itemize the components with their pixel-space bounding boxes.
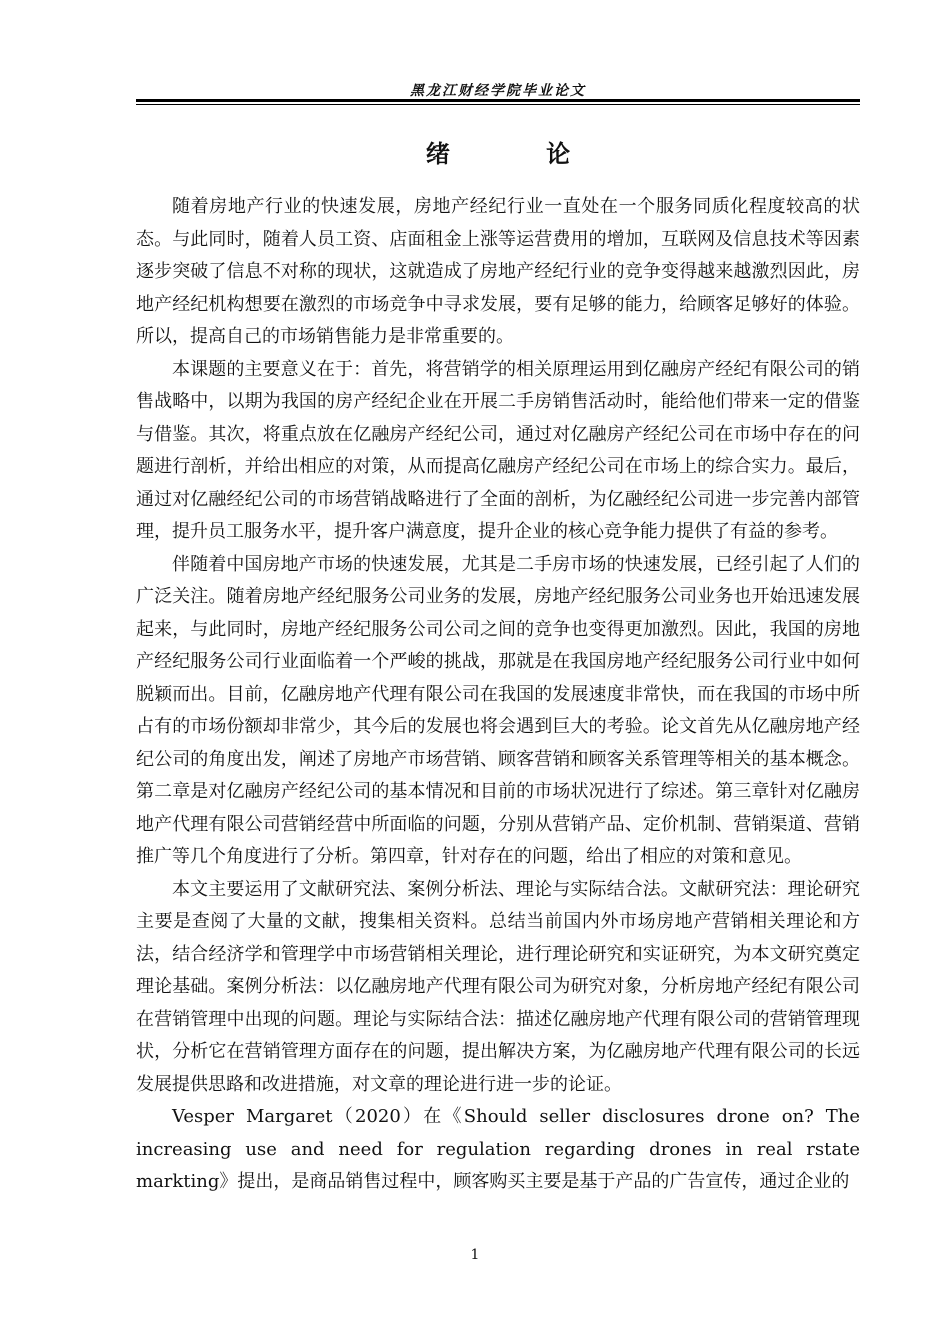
page-number: 1 bbox=[470, 1247, 480, 1263]
paragraph-1: 随着房地产行业的快速发展，房地产经纪行业一直处在一个服务同质化程度较高的状态。与此同时，随着人员工资、店面租金上涨等运营费用的增加，互联网及信息技术等因素逐步突破了信息不对称的现状，这就造成了房地产经纪行业的竞争变得越来越激烈因此，房地产经纪机构想要在激烈的市场竞争中寻求发展，要有足够的能力，给顾客足够好的体验。所以，提高自己的市场销售能力是非常重要的。 bbox=[136, 196, 860, 347]
paragraph-4: 本文主要运用了文献研究法、案例分析法、理论与实际结合法。文献研究法：理论研究主要是查阅了大量的文献，搜集相关资料。总结当前国内外市场房地产营销相关理论和方法，结合经济学和管理学中市场营销相关理论，进行理论研究和实证研究，为本文研究奠定理论基础。案例分析法：以亿融房地产代理有限公司为研究对象，分析房地产经纪有限公司在营销管理中出现的问题。理论与实际结合法：描述亿融房地产代理有限公司的营销管理现状，分析它在营销管理方面存在的问题，提出解决方案，为亿融房地产代理有限公司的长远发展提供思路和改进措施，对文章的理论进行进一步的论证。 bbox=[136, 878, 860, 1095]
chapter-title: 绪 论 bbox=[425, 139, 615, 168]
paragraph-3: 伴随着中国房地产市场的快速发展，尤其是二手房市场的快速发展，已经引起了人们的广泛关注。随着房地产经纪服务公司业务的发展，房地产经纪服务公司业务也开始迅速发展起来，与此同时，房地产经纪服务公司公司之间的竞争也变得更加激烈。因此，我国的房地产经纪服务公司行业面临着一个严峻的挑战，那就是在我国房地产经纪服务公司行业中如何脱颖而出。目前，亿融房地产代理有限公司在我国的发展速度非常快，而在我国的市场中所占有的市场份额却非常少，其今后的发展也将会遇到巨大的考验。论文首先从亿融房地产经纪公司的角度出发，阐述了房地产市场营销、顾客营销和顾客关系管理等相关的基本概念。第二章是对亿融房产经纪公司的基本情况和目前的市场状况进行了综述。第三章针对亿融房地产代理有限公司营销经营中所面临的问题，分别从营销产品、定价机制、营销渠道、营销推广等几个角度进行了分析。第四章，针对存在的问题，给出了相应的对策和意见。 bbox=[136, 553, 860, 867]
header-rule-thick bbox=[136, 99, 860, 102]
header-rule-thin bbox=[136, 104, 860, 105]
paragraph-2: 本课题的主要意义在于：首先，将营销学的相关原理运用到亿融房产经纪有限公司的销售战略中，以期为我国的房产经纪企业在开展二手房销售活动时，能给他们带来一定的借鉴与借鉴。其次，将重点放在亿融房产经纪公司，通过对亿融房产经纪公司在市场中存在的问题进行剖析，并给出相应的对策，从而提高亿融房产经纪公司在市场上的综合实力。最后，通过对亿融经纪公司的市场营销战略进行了全面的剖析，为亿融经纪公司进一步完善内部管理，提升员工服务水平，提升客户满意度，提升企业的核心竞争能力提供了有益的参考。 bbox=[136, 358, 860, 542]
body-text bbox=[136, 191, 860, 1199]
running-header: 黑龙江财经学院毕业论文 bbox=[410, 83, 586, 99]
paragraph-5: Vesper Margaret（2020）在《Should seller disclosures drone on? The increasing use and need for regulation regarding drones in real rstate markting》提出，是商品销售过程中，顾客购买主要是基于产品的广告宣传，通过企业的 bbox=[136, 1106, 860, 1192]
